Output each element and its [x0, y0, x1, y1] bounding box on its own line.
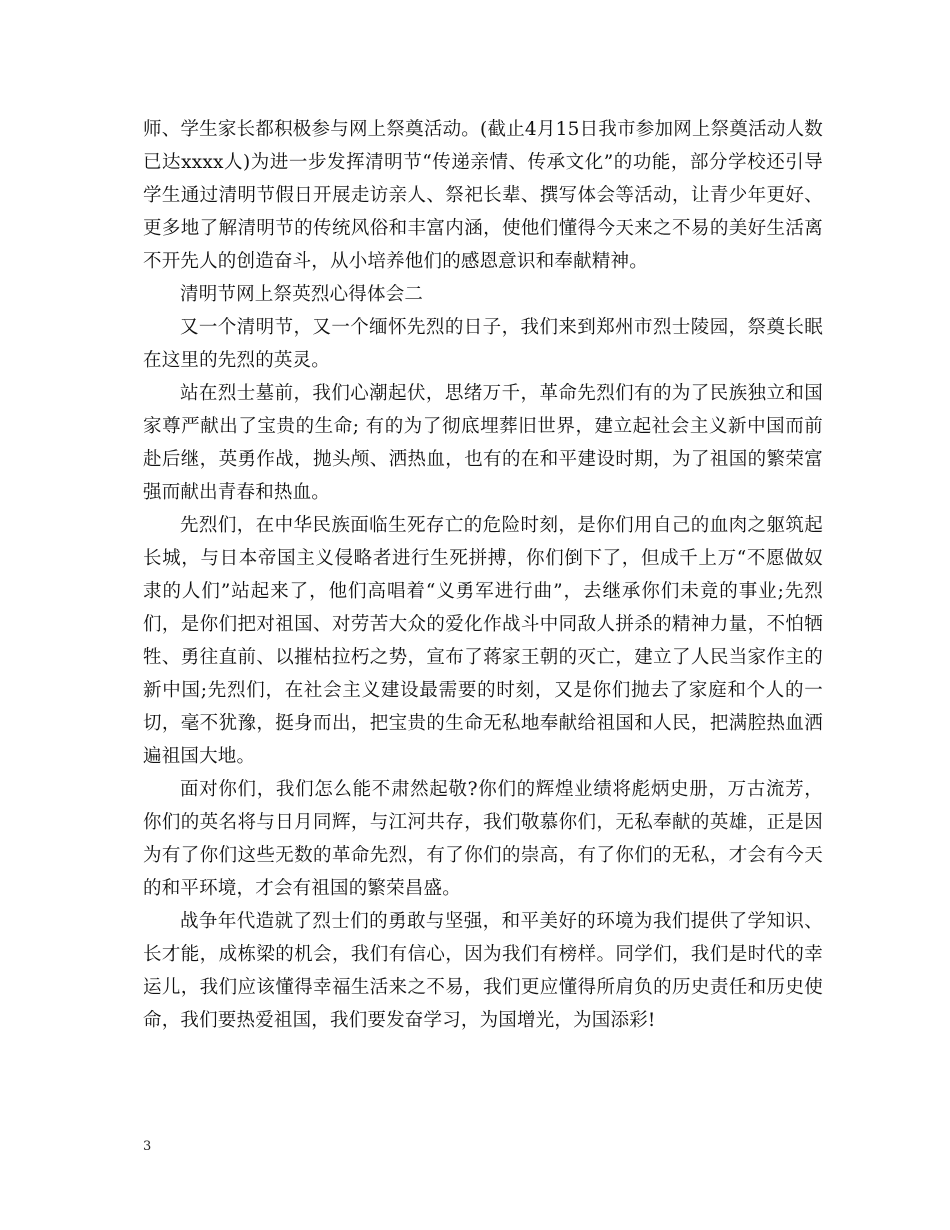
paragraph-4: 先烈们，在中华民族面临生死存亡的危险时刻，是你们用自己的血肉之躯筑起长城，与日本帝国主义侵略者进行生死拼搏，你们倒下了，但成千上万“不愿做奴隶的人们”站起来了，他们高唱着“义勇军进行曲”，去继承你们未竟的事业;先烈们，是你们把对祖国、对劳苦大众的爱化作战斗中同敌人拼杀的精神力量，不怕牺牲、勇往直前、以摧枯拉朽之势，宣布了蒋家王朝的灭亡，建立了人民当家作主的新中国;先烈们，在社会主义建设最需要的时刻，又是你们抛去了家庭和个人的一切，毫不犹豫，挺身而出，把宝贵的生命无私地奉献给祖国和人民，把满腔热血洒遍祖国大地。: [143, 515, 823, 767]
paragraph-2: 又一个清明节，又一个缅怀先烈的日子，我们来到郑州市烈士陵园，祭奠长眠在这里的先烈的英灵。: [143, 317, 823, 371]
document-body: [143, 113, 823, 1037]
paragraph-3: 站在烈士墓前，我们心潮起伏，思绪万千，革命先烈们有的为了民族独立和国家尊严献出了宝贵的生命; 有的为了彻底埋葬旧世界，建立起社会主义新中国而前赴后继，英勇作战，抛头颅、洒热血，也有的在和平建设时期，为了祖国的繁荣富强而献出青春和热血。: [143, 383, 823, 503]
paragraph-6: 战争年代造就了烈士们的勇敢与坚强，和平美好的环境为我们提供了学知识、长才能，成栋梁的机会，我们有信心，因为我们有榜样。同学们，我们是时代的幸运儿，我们应该懂得幸福生活来之不易，我们更应懂得所肩负的历史责任和历史使命，我们要热爱祖国，我们要发奋学习，为国增光，为国添彩!: [143, 911, 823, 1031]
paragraph-1: 师、学生家长都积极参与网上祭奠活动。(截止4月15日我市参加网上祭奠活动人数已达xxxx人)为进一步发挥清明节“传递亲情、传承文化”的功能，部分学校还引导学生通过清明节假日开展走访亲人、祭祀长辈、撰写体会等活动，让青少年更好、更多地了解清明节的传统风俗和丰富内涵，使他们懂得今天来之不易的美好生活离不开先人的创造奋斗，从小培养他们的感恩意识和奉献精神。: [143, 119, 823, 272]
page-number: 3: [143, 1139, 152, 1154]
paragraph-5: 面对你们，我们怎么能不肃然起敬?你们的辉煌业绩将彪炳史册，万古流芳，你们的英名将与日月同辉，与江河共存，我们敬慕你们，无私奉献的英雄，正是因为有了你们这些无数的革命先烈，有了你们的崇高，有了你们的无私，才会有今天的和平环境，才会有祖国的繁荣昌盛。: [143, 779, 823, 899]
section-heading: 清明节网上祭英烈心得体会二: [180, 284, 424, 305]
